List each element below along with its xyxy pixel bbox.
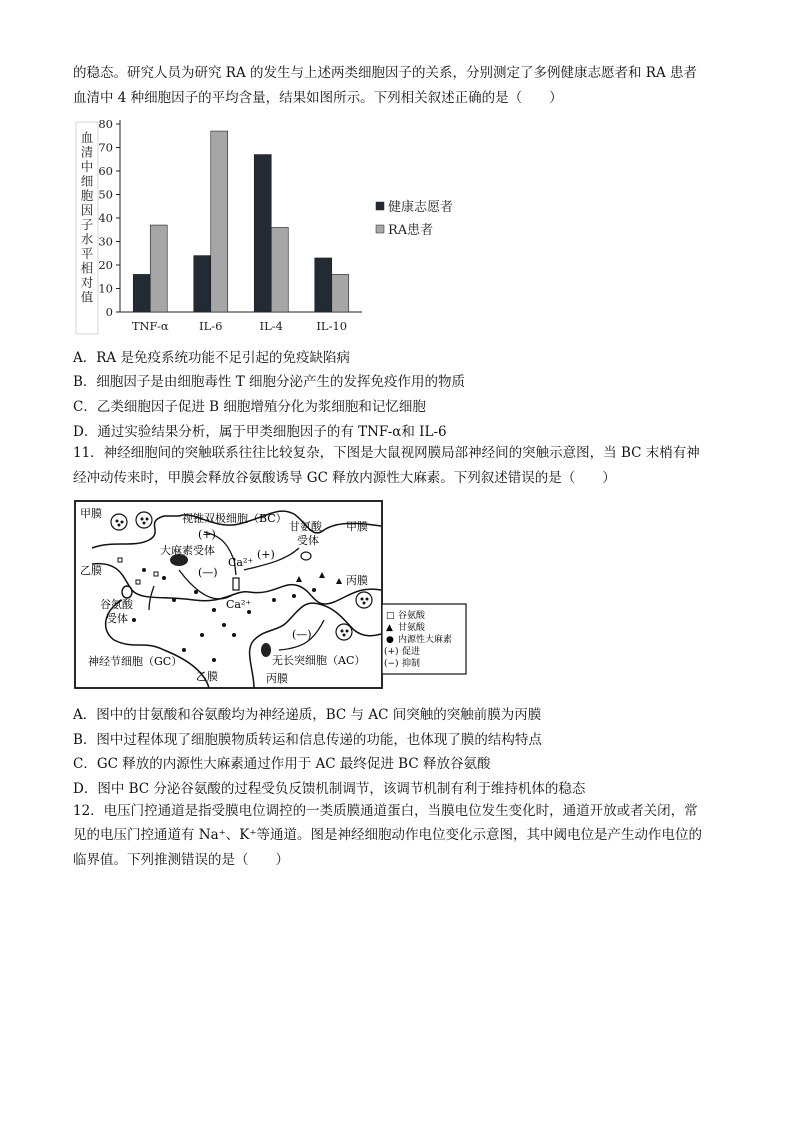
legend-label-0: 健康志愿者 [388,200,454,215]
label-bing-right: 丙膜 [346,574,368,587]
bar-ra-3 [332,274,349,312]
x-tick-label: IL-10 [316,319,348,333]
q10-option-b: B．细胞因子是由细胞毒性 T 细胞分泌产生的发挥免疫作用的物质 [73,374,466,390]
y-tick-label: 10 [98,281,113,296]
y-tick-label: 50 [98,187,113,202]
q11-option-c: C．GC 释放的内源性大麻素通过作用于 AC 最终促进 BC 释放谷氨酸 [73,756,491,772]
q11-stem-line-1: 11．神经细胞间的突触联系往往比较复杂，下图是大鼠视网膜局部神经间的突触示意图，当 BC 末梢有神 [73,445,700,461]
y-axis-label-char: 血 [80,130,94,145]
y-tick-label: 70 [98,140,113,155]
y-axis-label [76,122,98,334]
vesicle-ac-1 [356,592,372,608]
legend-symbol-promote: (+) [384,647,399,657]
label-jia-right: 甲膜 [346,520,368,533]
legend-label-1: RA患者 [388,223,434,238]
intro-line-2: 血清中 4 种细胞因子的平均含量，结果如图所示。下列相关叙述正确的是（ ） [73,90,563,106]
legend-symbol-cannabinoid: ● [386,635,394,645]
label-ca-bottom: Ca²⁺ [226,598,252,611]
q12-line-3: 临界值。下列推测错误的是（ ） [73,852,289,868]
y-axis-label-char: 胞 [80,188,94,203]
label-bc: 视锥双极细胞（BC） [182,512,287,525]
q12-line-2: 见的电压门控通道有 Na⁺、K⁺等通道。图是神经细胞动作电位变化示意图，其中阈电位是产生动作电位的 [73,827,702,843]
q11-option-a: A．图中的甘氨酸和谷氨酸均为神经递质，BC 与 AC 间突触的突触前膜为丙膜 [73,707,542,723]
legend-glutamate: 谷氨酸 [398,611,426,621]
intro-line-1: 的稳态。研究人员为研究 RA 的发生与上述两类细胞因子的关系，分别测定了多例健康志愿者和 RA 患者 [73,65,697,81]
calcium-channel [233,578,239,590]
y-axis-label-char: 值 [80,289,94,305]
label-glu-receptor-1: 谷氨酸 [100,598,133,611]
vesicle-ac-2 [336,624,352,640]
q10-option-a: A．RA 是免疫系统功能不足引起的免疫缺陷病 [73,350,350,366]
glutamate-receptor [122,586,132,598]
label-plus-1: (+) [198,528,216,541]
y-axis-label-char: 水 [80,231,94,247]
synapse-diagram [74,500,474,690]
y-axis-label-char: 中 [80,159,94,174]
y-tick-label: 20 [98,258,113,272]
q11-option-b: B．图中过程体现了细胞膜物质转运和信息传递的功能，也体现了膜的结构特点 [73,732,542,748]
label-minus-2: (—) [292,628,312,641]
label-yi-left: 乙膜 [80,564,102,577]
label-plus-2: (+) [257,548,275,561]
x-tick-label: IL-4 [259,319,283,333]
label-gly-receptor-2: 受体 [297,534,319,547]
legend-promote: 促进 [402,647,421,657]
y-tick-label: 30 [98,234,113,249]
label-gly-receptor-1: 甘氨酸 [289,520,322,533]
bar-ra-1 [211,131,228,312]
q11-stem-line-2: 经冲动传来时，甲膜会释放谷氨酸诱导 GC 释放内源性大麻素。下列叙述错误的是（ ） [73,470,616,486]
label-ac: 无长突细胞（AC） [272,654,366,667]
legend-swatch-1 [376,225,384,233]
chart-bars [132,131,349,333]
y-tick-label: 0 [105,305,113,319]
x-tick-label: IL-6 [199,319,223,333]
y-axis-label-char: 对 [80,275,94,290]
label-minus-1: (—) [198,566,218,579]
vesicle-top-1 [111,514,127,530]
y-axis-label-char: 相 [80,260,94,276]
q11-option-d: D．图中 BC 分泌谷氨酸的过程受负反馈机制调节，该调节机制有利于维持机体的稳态 [73,781,586,797]
legend-symbol-glutamate: □ [386,611,395,621]
legend-symbol-glycine: ▲ [386,623,393,633]
bar-chart [76,117,454,340]
bar-healthy-1 [194,256,211,312]
y-axis-label-char: 因 [80,202,94,218]
y-axis-label-char: 细 [80,173,94,189]
label-gc: 神经节细胞（GC） [88,655,183,668]
glycine-triangles [296,572,342,584]
label-yi-bottom: 乙膜 [196,670,218,683]
glycine-receptor [301,552,311,560]
bar-ra-2 [271,227,288,312]
y-axis-label-char: 子 [80,217,94,232]
chart-legend [376,199,453,238]
bar-healthy-2 [254,155,271,312]
vesicle-top-2 [136,512,152,528]
label-jia-left: 甲膜 [80,507,102,520]
y-tick-label: 40 [98,211,113,225]
label-glu-receptor-2: 受体 [106,612,128,625]
y-tick-label: 80 [98,117,113,131]
bar-healthy-3 [315,258,332,312]
legend-cannabinoid: 内源性大麻素 [398,635,453,645]
y-axis-label-char: 清 [80,144,94,160]
legend-glycine: 甘氨酸 [398,623,426,633]
legend-inhibit: 抑制 [402,659,421,669]
y-axis-label-char: 平 [80,246,94,261]
q10-option-d: D．通过实验结果分析，属于甲类细胞因子的有 TNF-α和 IL-6 [73,424,447,440]
x-tick-label: TNF-α [131,319,169,333]
q10-option-c: C．乙类细胞因子促进 B 细胞增殖分化为浆细胞和记忆细胞 [73,399,426,415]
legend-symbol-inhibit: (−) [384,659,399,669]
legend-swatch-0 [376,202,384,210]
bar-ra-0 [150,225,167,312]
bar-healthy-0 [133,274,150,312]
label-bing-bottom: 丙膜 [266,672,288,685]
label-ca-top: Ca²⁺ [228,556,254,569]
y-tick-label: 60 [98,164,113,178]
ac-receptor [261,643,271,657]
glutamate-squares [118,558,158,584]
q12-line-1: 12．电压门控通道是指受膜电位调控的一类质膜通道蛋白，当膜电位发生变化时，通道开放或者关闭，常 [73,803,698,819]
label-cannabinoid-receptor: 大麻素受体 [160,544,215,557]
